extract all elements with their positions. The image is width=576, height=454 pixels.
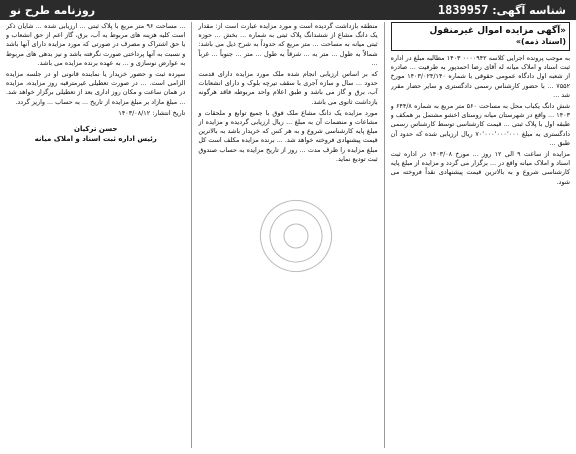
column-right [391,22,570,448]
publish-date: تاریخ انتشار: ۱۴۰۳/۰۸/۱۲ [118,108,186,117]
ad-title-box [391,22,570,51]
ad-id-group [438,3,566,17]
right-paragraph-2: شش دانگ یکباب محل به مساحت ۵۶۰ متر مربع به شماره ۶۴۴/۸ و ۱۴۰۳ ... واقع در شهرستان میانه روستای اخشو مشتمل بر همکف و طبقه اول با پلاک ثبتی ... قیمت کارشناسی توسط کارشناس رسمی دادگستری به مبلغ ۷۰٬۰۰۰٬۰۰۰٬۰۰۰ ریال ارزیابی شده که حدود آن طبق ... [390,102,570,147]
middle-paragraph-1: منطقه بازداشت گردیده است و مورد مزایده عبارت است از: مقدار یک دانگ مشاع از ششدانگ پلاک ثبتی به شماره ... بخش ... حوزه ثبتی میانه به مساحت ... متر مربع که حدوداً به شرح ذیل می باشد: شمالاً به طول ... متر به ... شرقاً به طول ... متر ... جنوباً ... غرباً ... [198,22,378,67]
signatory-title: رئیس اداره ثبت اسناد و املاک میانه [34,135,157,144]
left-paragraph-1: ... مساحت ۹۶ متر مربع با پلاک ثبتی ... ارزیابی شده ... شایان ذکر است کلیه هزینه های مربوط به آب، برق، گاز اعم از حق انشعاب و یا حق اشتراک و مصرف در صورتی که مورد مزایده دارای آنها باشد و نسبت به آنها پرداختی صورت نگرفته باشد و نیز بدهی های مربوط به عوارض نوسازی و ... به عهده برنده مزایده می باشد. [6,22,186,67]
left-paragraph-2: سپرده ثبت و حضور خریدار یا نماینده قانونی او در جلسه مزایده الزامی است. ... در صورت تعطیلی غیرمترقبه روز مزایده، مزایده در همان ساعت و مکان روز اداری بعد از تعطیلی برگزار خواهد شد. ... مبلغ مازاد بر مبلغ مزایده از تاریخ ... به حساب ... واریز گردد. [6,70,186,106]
ad-id-number: 1839957 [437,3,489,17]
ad-header-bar [0,0,576,20]
signature-block [6,124,185,144]
column-divider [384,22,385,448]
signatory-name: حسن ترکیان [73,125,118,134]
middle-paragraph-3: مورد مزایده یک دانگ مشاع ملک فوق با جمیع توابع و ملحقات و مشاعات و منضمات آن به مبلغ ... ریال ارزیابی گردیده و مزایده از مبلغ پایه کارشناسی شروع و به هر کس که خریدار باشد به بالاترین قیمت پیشنهادی فروخته خواهد شد. ... برنده مزایده مکلف است کل مبلغ مزایده را ظرف مدت ... روز از تاریخ مزایده به حساب صندوق ثبت تودیع نماید. [198,108,378,163]
middle-paragraph-2: که بر اساس ارزیابی انجام شده ملک مورد مزایده دارای قدمت حدود ... سال و سازه آجری با سقف تیرچه بلوک و دارای انشعابات آب، برق و گاز می باشد و طبق اعلام واحد مربوطه فاقد هرگونه بازداشت ثانوی می باشد. [198,70,378,106]
right-paragraph-3: مزایده از ساعت ۹ الی ۱۲ روز ... مورخ ۱۴۰۳/۰۸ در اداره ثبت اسناد و املاک میانه واقع در ... برگزار می گردد و مزایده از مبلغ پایه کارشناسی شروع و به بالاترین قیمت پیشنهادی نقداً فروخته می شود. [390,150,570,186]
column-divider [191,22,192,448]
ad-title: «آگهی مزایده اموال غیرمنقول [429,26,566,36]
ad-subtitle: (اسناد ذمه)» [515,37,566,46]
ad-id-label: شناسه آگهی: [492,4,566,17]
newspaper-name: روزنامه طرح نو [10,3,96,17]
column-left [6,22,185,448]
right-paragraph-1: به موجب پرونده اجرایی کلاسه ۰۰۰۰۹۴۲ ۱۴۰۳ مطالبه مبلغ در اداره ثبت اسناد و املاک میانه له آقای رضا احمدپور به طرفیت ... صادره از شعبه اول دادگاه عمومی حقوقی با شماره ۱۴۰۳/۰۲۴/۱۴۰ مورخ ۷۵۵۲ ... با حضور کارشناس رسمی دادگستری و سایر حضار مقرر شد ... [390,54,570,99]
